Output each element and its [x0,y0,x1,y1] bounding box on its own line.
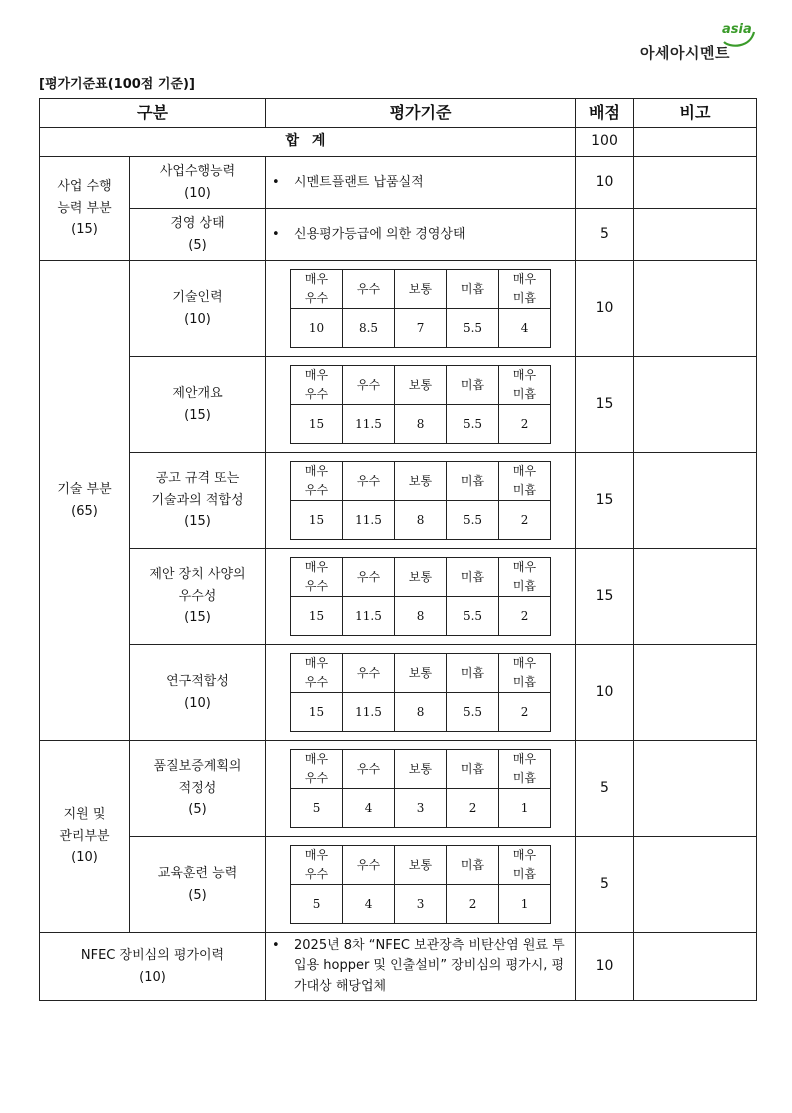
grade-value: 4 [499,309,551,348]
table-row [40,157,757,209]
group-label-line: 기술 부분 [57,482,112,498]
grade-value: 8 [395,405,447,444]
table-row [40,741,757,837]
points-cell: 15 [576,357,634,453]
grade-label: 매우 [304,752,329,767]
remarks-cell [634,645,757,741]
grade-value: 11.5 [343,405,395,444]
grade-value: 11.5 [343,597,395,636]
grade-value: 4 [343,789,395,828]
remarks-cell [634,549,757,645]
item-name [130,261,266,357]
grade-label: 매우 [512,656,537,671]
grade-label: 미흡 [512,675,537,689]
item-name-line: 품질보증계획의 [153,759,242,775]
grade-table [290,749,551,828]
criteria-cell [266,933,576,1001]
logo-company-name: 아세아시멘트 [640,44,730,62]
grade-cell [266,357,576,453]
grade-value: 8 [395,597,447,636]
grade-label: 미흡 [447,366,499,405]
points-cell: 5 [576,837,634,933]
grade-value: 7 [395,309,447,348]
group-label-line: 관리부분 [59,828,110,844]
remarks-cell [634,933,757,1001]
grade-value: 3 [395,789,447,828]
grade-label: 보통 [395,654,447,693]
item-name-line: 제안 장치 사양의 [149,567,246,583]
grade-value: 3 [395,885,447,924]
grade-label: 우수 [304,867,329,881]
grade-value: 1 [499,885,551,924]
criteria-cell [266,209,576,261]
group-label-support [40,741,130,933]
header-criteria: 평가기준 [266,99,576,128]
group-label-line: (65) [71,503,98,519]
table-row [40,645,757,741]
grade-label: 우수 [304,291,329,305]
grade-label: 매우 [512,848,537,863]
remarks-cell [634,741,757,837]
item-name [130,357,266,453]
grade-table [290,461,551,540]
item-name [130,549,266,645]
grade-label: 미흡 [512,291,537,305]
grade-label: 우수 [343,366,395,405]
item-name [130,157,266,209]
item-name-line: (10) [184,311,211,327]
bullet-icon: • [272,226,280,242]
grade-cell [266,549,576,645]
grade-value: 2 [499,597,551,636]
table-row [40,209,757,261]
points-cell: 10 [576,645,634,741]
grade-value: 5 [291,885,343,924]
nfec-label-line: NFEC 장비심의 평가이력 [80,948,225,964]
grade-label: 미흡 [512,387,537,401]
grade-cell [266,837,576,933]
grade-label: 미흡 [512,867,537,881]
grade-label: 보통 [395,558,447,597]
evaluation-table [39,98,757,1001]
grade-value: 5 [291,789,343,828]
grade-label: 보통 [395,846,447,885]
item-name-line: 연구적합성 [166,674,229,690]
grade-label: 매우 [512,560,537,575]
grade-value: 2 [499,405,551,444]
grade-label: 매우 [512,272,537,287]
grade-value: 1 [499,789,551,828]
grade-label: 미흡 [512,483,537,497]
grade-label: 미흡 [447,270,499,309]
grade-table [290,653,551,732]
logo-asia-mark: asia [722,22,752,37]
bullet-icon: • [272,174,280,190]
grade-label: 우수 [343,846,395,885]
grade-cell [266,261,576,357]
grade-label: 매우 [304,848,329,863]
item-name-line: 공고 규격 또는 [155,471,240,487]
grade-value: 15 [291,501,343,540]
item-name-line: 기술과의 적합성 [151,492,244,508]
header-remarks: 비고 [634,99,757,128]
remarks-cell [634,453,757,549]
grade-label: 우수 [304,483,329,497]
grade-label: 매우 [512,464,537,479]
grade-value: 10 [291,309,343,348]
criteria-text: 2025년 8차 “NFEC 보관장측 비탄산염 원료 투입용 hopper 및 인출설비” 장비심의 평가시, 평가대상 해당업체 [294,938,565,994]
grade-label: 우수 [304,675,329,689]
item-name [130,741,266,837]
grade-value: 11.5 [343,501,395,540]
table-row [40,933,757,1001]
grade-label: 우수 [343,270,395,309]
points-cell: 10 [576,157,634,209]
grade-label: 미흡 [447,846,499,885]
remarks-cell [634,209,757,261]
total-label: 합 계 [40,128,576,157]
table-row [40,549,757,645]
grade-label: 보통 [395,366,447,405]
grade-label: 보통 [395,462,447,501]
grade-value: 8.5 [343,309,395,348]
grade-label: 매우 [304,272,329,287]
group-label-line: 능력 부분 [57,200,112,216]
criteria-text: 시멘트플랜트 납품실적 [294,174,424,190]
item-name-line: 기술인력 [172,290,223,306]
item-name-line: (5) [188,887,207,903]
points-cell: 5 [576,209,634,261]
item-name-line: 적정성 [178,780,217,796]
grade-value: 15 [291,405,343,444]
table-row [40,357,757,453]
item-name-line: 우수성 [178,588,217,604]
item-name-line: (10) [184,185,211,201]
nfec-label [40,933,266,1001]
item-name [130,453,266,549]
grade-label: 매우 [304,368,329,383]
criteria-cell [266,157,576,209]
group-label-line: 사업 수행 [57,179,112,195]
item-name-line: 사업수행능력 [159,164,236,180]
grade-label: 매우 [512,752,537,767]
table-row [40,837,757,933]
grade-cell [266,741,576,837]
grade-label: 보통 [395,750,447,789]
grade-label: 우수 [304,387,329,401]
grade-table [290,365,551,444]
grade-value: 5.5 [447,597,499,636]
grade-value: 2 [447,885,499,924]
grade-label: 우수 [343,654,395,693]
points-cell: 5 [576,741,634,837]
grade-value: 2 [499,501,551,540]
grade-table [290,269,551,348]
grade-label: 미흡 [512,579,537,593]
group-label-line: (10) [71,850,98,866]
grade-label: 매우 [304,464,329,479]
item-name-line: (15) [184,407,211,423]
grade-value: 8 [395,693,447,732]
table-row [40,453,757,549]
group-label-line: 지원 및 [63,807,106,823]
grade-cell [266,645,576,741]
grade-value: 2 [447,789,499,828]
group-label-business [40,157,130,261]
item-name-line: 교육훈련 능력 [157,866,238,882]
group-label-line: (15) [71,222,98,238]
grade-value: 5.5 [447,501,499,540]
grade-label: 매우 [304,656,329,671]
item-name [130,837,266,933]
header-row [40,99,757,128]
grade-label: 매우 [304,560,329,575]
criteria-text: 신용평가등급에 의한 경영상태 [294,226,466,242]
grade-label: 미흡 [447,654,499,693]
remarks-cell [634,837,757,933]
item-name-line: (5) [188,237,207,253]
grade-value: 8 [395,501,447,540]
grade-value: 4 [343,885,395,924]
points-cell: 10 [576,933,634,1001]
points-cell: 15 [576,453,634,549]
header-points: 배점 [576,99,634,128]
grade-label: 미흡 [512,771,537,785]
points-cell: 10 [576,261,634,357]
item-name [130,645,266,741]
grade-value: 15 [291,597,343,636]
remarks-cell [634,261,757,357]
grade-value: 11.5 [343,693,395,732]
grade-value: 5.5 [447,693,499,732]
grade-value: 2 [499,693,551,732]
grade-label: 미흡 [447,558,499,597]
total-remarks [634,128,757,157]
grade-label: 우수 [304,771,329,785]
grade-table [290,557,551,636]
grade-value: 5.5 [447,309,499,348]
item-name-line: 제안개요 [172,386,223,402]
bullet-icon: • [272,938,280,954]
item-name-line: (10) [184,695,211,711]
grade-label: 미흡 [447,750,499,789]
grade-label: 보통 [395,270,447,309]
grade-cell [266,453,576,549]
table-row [40,261,757,357]
remarks-cell [634,357,757,453]
grade-label: 우수 [343,462,395,501]
grade-label: 우수 [343,750,395,789]
item-name-line: 경영 상태 [170,216,225,232]
points-cell: 15 [576,549,634,645]
company-logo [640,22,758,66]
nfec-label-line: (10) [139,969,166,985]
item-name-line: (5) [188,802,207,818]
remarks-cell [634,157,757,209]
item-name-line: (15) [184,610,211,626]
grade-label: 우수 [304,579,329,593]
item-name-line: (15) [184,514,211,530]
header-category: 구분 [40,99,266,128]
total-points: 100 [576,128,634,157]
total-row [40,128,757,157]
grade-table [290,845,551,924]
grade-value: 5.5 [447,405,499,444]
group-label-technical [40,261,130,741]
document-title: [평가기준표(100점 기준)] [39,77,195,92]
item-name [130,209,266,261]
grade-label: 미흡 [447,462,499,501]
grade-label: 우수 [343,558,395,597]
grade-label: 매우 [512,368,537,383]
grade-value: 15 [291,693,343,732]
